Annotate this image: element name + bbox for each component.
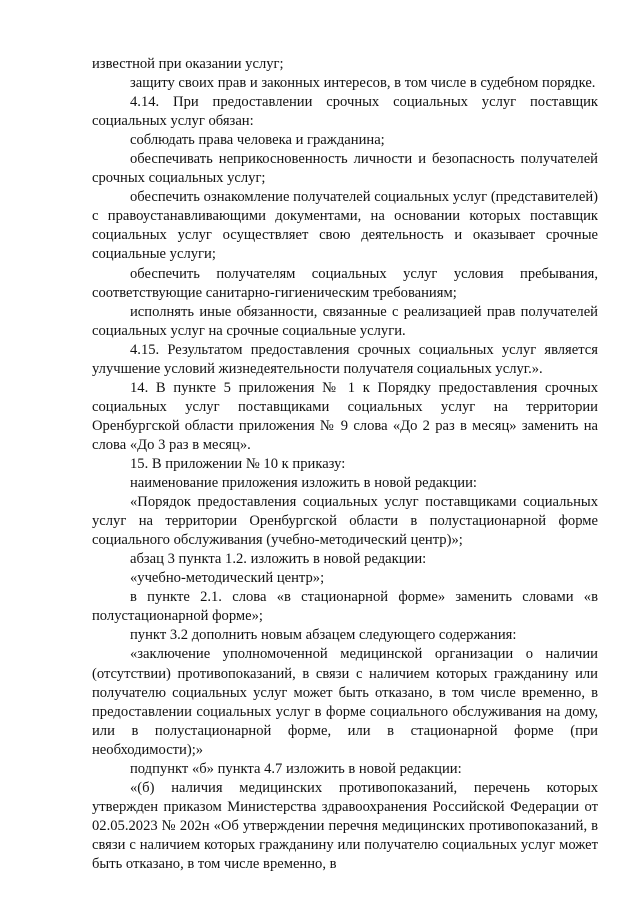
paragraph-4-15: 4.15. Результатом предоставления срочных социальных услуг является улучшение условий жизнедеятельности получателя социальных услуг.». — [92, 341, 598, 377]
paragraph-inviolability: обеспечивать неприкосновенность личности и безопасность получателей срочных социальных услуг; — [92, 151, 598, 187]
paragraph-conditions: обеспечить получателям социальных услуг условия пребывания, соответствующие санитарно-гигиеническим требованиям; — [92, 265, 598, 301]
paragraph-other-duties: исполнять иные обязанности, связанные с реализацией прав получателей социальных услуг на срочные социальные услуги. — [92, 303, 598, 339]
paragraph-contraindications: «(б) наличия медицинских противопоказаний, перечень которых утвержден приказом Министерства здравоохранения Российской Федерации от 02.05.2023 № 202н «Об утверждении перечня медицинских противопоказаний, в связи с наличием которых гражданину или получателю социальных услуг может быть отказано, в том числе временно, в — [92, 779, 598, 872]
document-body — [92, 55, 598, 874]
paragraph-procedure-title: «Порядок предоставления социальных услуг поставщиками социальных услуг на территории Оренбургской области в полустационарной форме социального обслуживания (учебно-методический центр)»; — [92, 494, 598, 549]
paragraph-appendix-name: наименование приложения изложить в новой редакции: — [130, 475, 477, 492]
paragraph-protection-rights: защиту своих прав и законных интересов, в том числе в судебном порядке. — [130, 75, 596, 92]
paragraph-continuation: известной при оказании услуг; — [92, 56, 284, 72]
paragraph-clause-1-2: абзац 3 пункта 1.2. изложить в новой редакции: — [130, 551, 427, 568]
paragraph-human-rights: соблюдать права человека и гражданина; — [130, 132, 385, 149]
paragraph-clause-2-1: в пункте 2.1. слова «в стационарной форме» заменить словами «в полустационарной форме»; — [92, 589, 598, 625]
paragraph-14: 14. В пункте 5 приложения № 1 к Порядку предоставления срочных социальных услуг поставщиками социальных услуг на территории Оренбургской области приложения № 9 слова «До 2 раз в месяц» заменить на слова «До 3 раз в месяц». — [92, 379, 598, 453]
paragraph-subclause-b: подпункт «б» пункта 4.7 изложить в новой редакции: — [130, 760, 462, 777]
paragraph-4-14: 4.14. При предоставлении срочных социальных услуг поставщик социальных услуг обязан: — [92, 94, 598, 130]
paragraph-training-center: «учебно-методический центр»; — [130, 570, 325, 587]
paragraph-clause-3-2: пункт 3.2 дополнить новым абзацем следующего содержания: — [130, 627, 517, 644]
paragraph-familiarization: обеспечить ознакомление получателей социальных услуг (представителей) с правоустанавливающими документами, на основании которых поставщик социальных услуг осуществляет свою деятельность и оказывает срочные социальные услуги; — [92, 189, 598, 263]
paragraph-15: 15. В приложении № 10 к приказу: — [130, 455, 346, 472]
paragraph-medical-conclusion: «заключение уполномоченной медицинской организации о наличии (отсутствии) противопоказаний, в связи с наличием которых гражданину или получателю социальных услуг может быть отказано, в том числе временно, в предоставлении социальных услуг в форме социального обслуживания на дому, или в полустационарной форме, или в стационарной форме (при необходимости);» — [92, 646, 598, 758]
